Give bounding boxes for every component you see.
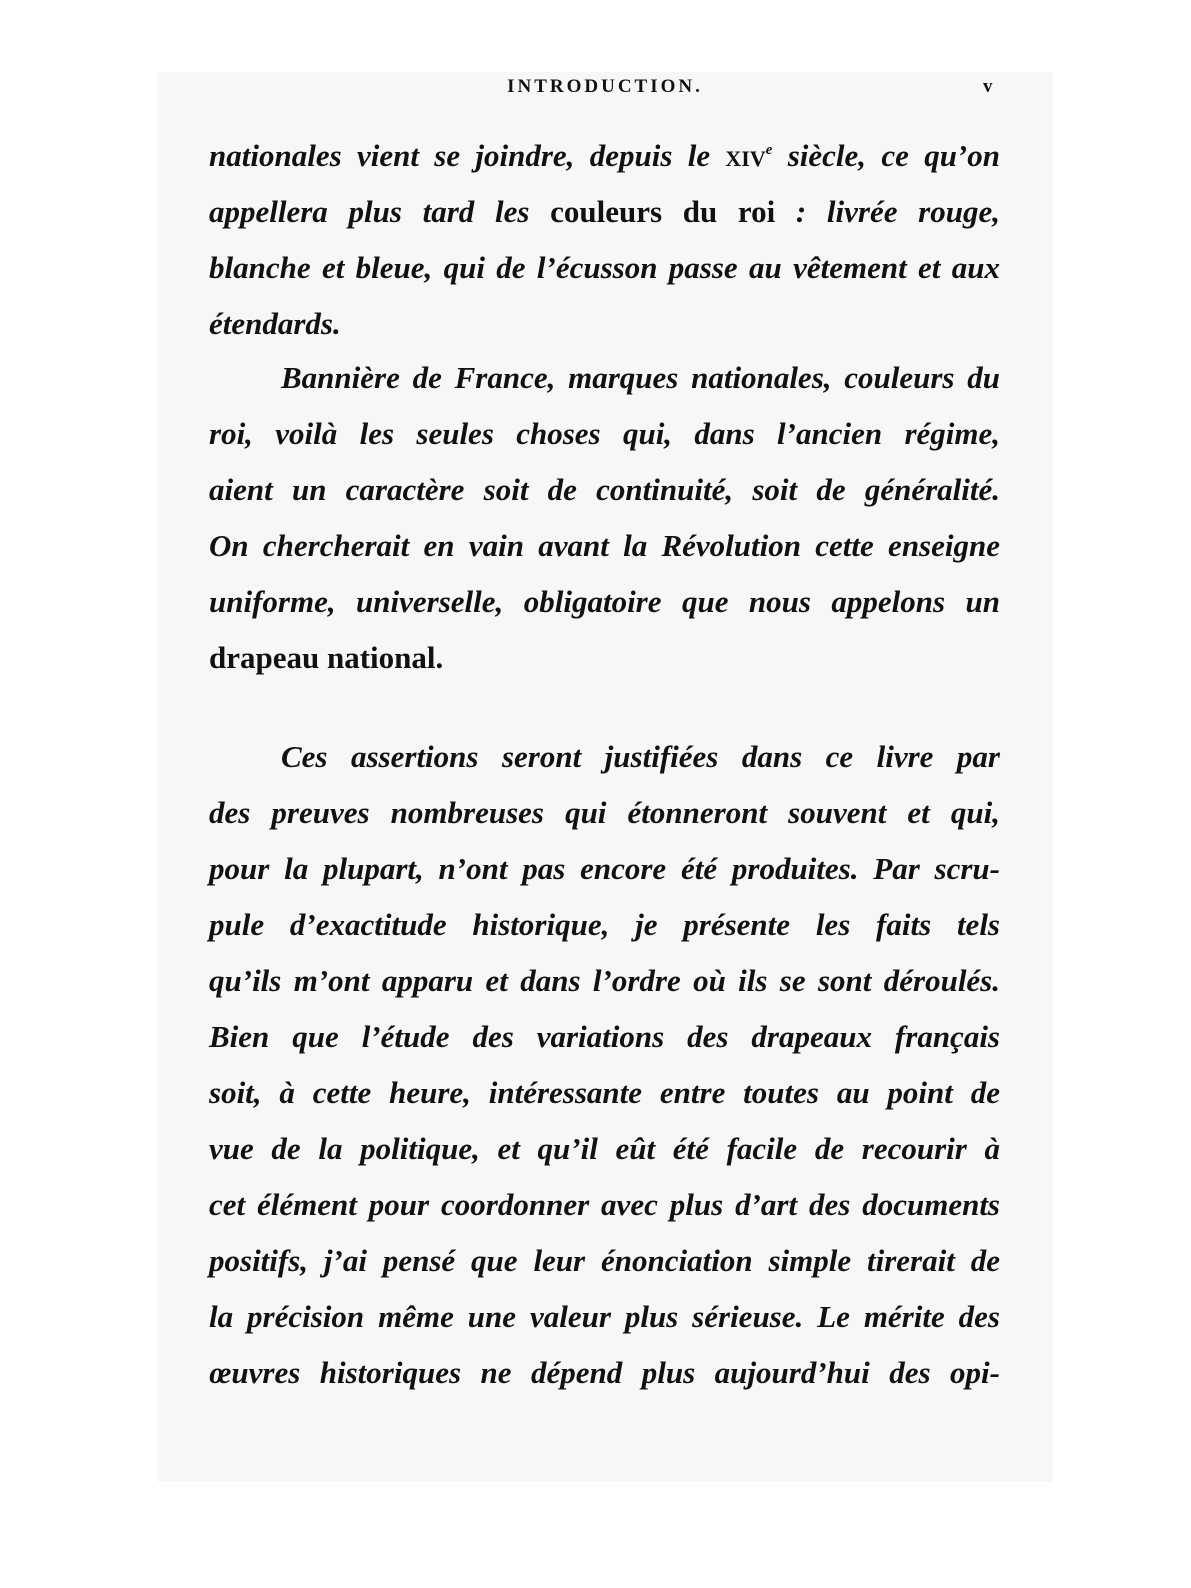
text-line: soit, à cette heure, intéressante entre toutes au point de — [209, 1075, 1000, 1110]
text-line: uniforme, universelle, obligatoire que nous appelons un — [209, 584, 1000, 619]
century-numeral: xiv — [725, 138, 766, 173]
roman-text-run: couleurs du roi — [550, 194, 776, 229]
page-number: v — [983, 76, 993, 97]
text-line: pule d’exactitude historique, je présente les faits tels — [209, 907, 1000, 942]
text-line: blanche et bleue, qui de l’écusson passe au vêtement et aux — [209, 250, 1000, 285]
text-line: roi, voilà les seules choses qui, dans l’ancien régime, — [209, 416, 1000, 451]
text-line: des preuves nombreuses qui étonneront souvent et qui, — [209, 795, 1000, 830]
text-line: cet élément pour coordonner avec plus d’art des documents — [209, 1187, 1000, 1222]
text-line: la précision même une valeur plus sérieuse. Le mérite des — [209, 1299, 1000, 1334]
text-line: Ces assertions seront justifiées dans ce livre par — [281, 739, 1000, 774]
text-line: On chercherait en vain avant la Révolution cette enseigne — [209, 528, 1000, 563]
text-line: Bien que l’étude des variations des drapeaux français — [209, 1019, 1000, 1054]
text-line: Bannière de France, marques nationales, couleurs du — [281, 360, 1000, 395]
text-run: : livrée rouge, — [775, 194, 1000, 229]
text-line: drapeau national. — [209, 640, 444, 675]
text-line: étendards. — [209, 306, 341, 341]
text-run: appellera plus tard les — [209, 194, 551, 229]
text-line — [209, 192, 1000, 232]
text-line: œuvres historiques ne dépend plus aujourd’hui des opi- — [209, 1355, 1000, 1390]
text-line: aient un caractère soit de continuité, soit de généralité. — [209, 472, 1000, 507]
text-line: qu’ils m’ont apparu et dans l’ordre où ils se sont déroulés. — [209, 963, 1000, 998]
running-title: INTRODUCTION. — [507, 76, 703, 97]
text-line: vue de la politique, et qu’il eût été facile de recourir à — [209, 1131, 1000, 1166]
text-run: siècle, ce qu’on — [772, 138, 1000, 173]
text-line — [209, 136, 1000, 176]
superscript: e — [765, 142, 773, 158]
text-line: positifs, j’ai pensé que leur énonciation simple tirerait de — [209, 1243, 1000, 1278]
text-line: pour la plupart, n’ont pas encore été produites. Par scru- — [209, 851, 1000, 886]
text-run: nationales vient se joindre, depuis le — [209, 138, 726, 173]
running-head — [0, 0, 1191, 97]
